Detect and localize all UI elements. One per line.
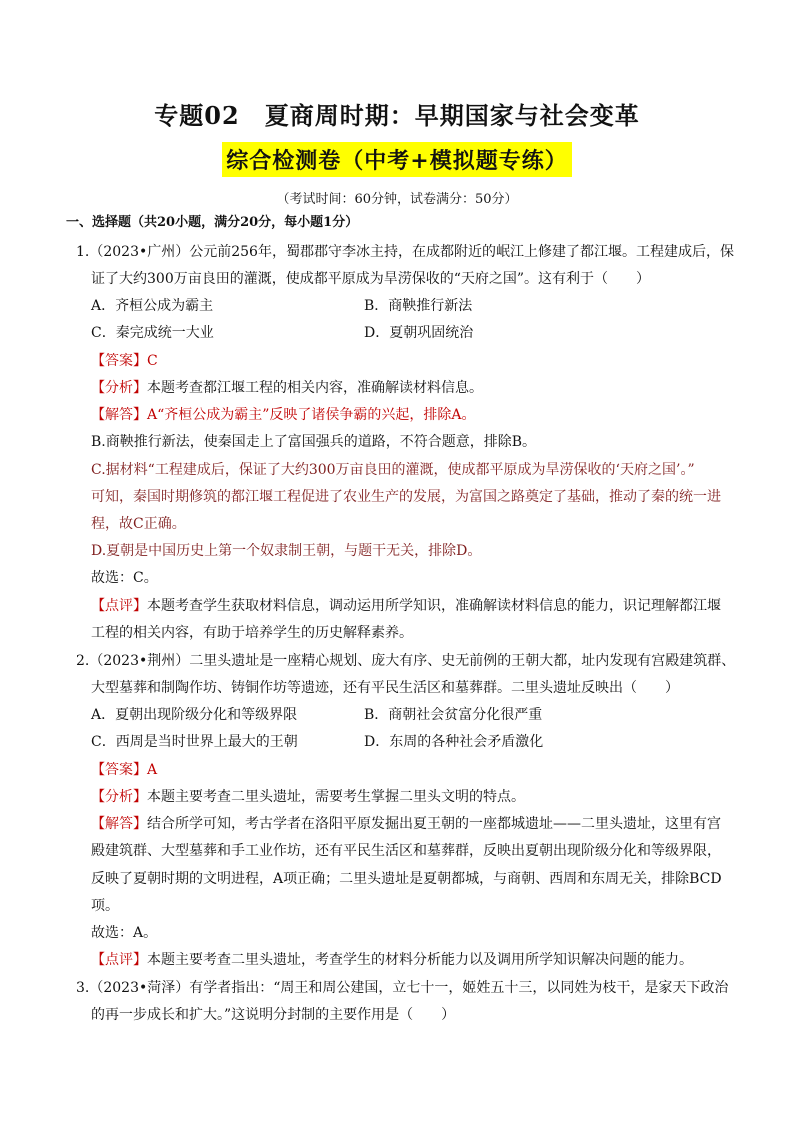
document-subtitle: 综合检测卷（中考+模拟题专练） xyxy=(222,142,571,177)
q2-option-b: B．商朝社会贫富分化很严重 xyxy=(364,707,543,723)
subtitle-wrap xyxy=(0,142,794,177)
analysis-tag: 【分析】 xyxy=(91,380,147,396)
q2-option-c: C．西周是当时世界上最大的王朝 xyxy=(91,734,298,750)
q1-comment-line-1 xyxy=(91,596,721,616)
q2-choose: 故选：A。 xyxy=(91,925,158,941)
q3-stem-line-2: 的再一步成长和扩大。”这说明分封制的主要作用是（ ） xyxy=(91,1007,456,1023)
q2-stem-line-1: 2.（2023•荆州）二里头遗址是一座精心规划、庞大有序、史无前例的王朝大都，址内发现有宫殿建筑群、 xyxy=(76,653,736,669)
answer-tag: 【答案】 xyxy=(91,762,147,778)
q1-option-b: B．商鞅推行新法 xyxy=(364,298,473,314)
exam-info: （考试时间：60分钟，试卷满分：50分） xyxy=(276,192,518,207)
q2-stem-line-2: 大型墓葬和制陶作坊、铸铜作坊等遗迹，还有平民生活区和墓葬群。二里头遗址反映出（ ） xyxy=(91,680,679,696)
comment-tag: 【点评】 xyxy=(91,952,147,968)
section-heading: 一、选择题（共20小题，满分20分，每小题1分） xyxy=(66,215,359,230)
solution-text: 结合所学可知，考古学者在洛阳平原发掘出夏王朝的一座都城遗址——二里头遗址，这里有宫 xyxy=(147,816,721,832)
q1-answer xyxy=(91,351,158,371)
q1-option-c: C．秦完成统一大业 xyxy=(91,325,214,341)
q1-stem-line-1: 1.（2023•广州）公元前256年，蜀郡郡守李冰主持，在成都附近的岷江上修建了都江堰。工程建成后，保 xyxy=(76,244,734,260)
q1-option-d: D．夏朝巩固统治 xyxy=(364,325,474,341)
document-title: 专题02 夏商周时期：早期国家与社会变革 xyxy=(154,101,640,130)
q1-option-a: A．齐桓公成为霸主 xyxy=(91,298,214,314)
solution-tag: 【解答】 xyxy=(91,407,147,423)
q2-solution-line-3: 反映了夏朝时期的文明进程，A项正确；二里头遗址是夏朝都城，与商朝、西周和东周无关，排除BCD xyxy=(91,871,722,887)
analysis-text: 本题考查都江堰工程的相关内容，准确解读材料信息。 xyxy=(147,380,483,396)
q1-stem-line-2: 证了大约300万亩良田的灌溉，使成都平原成为旱涝保收的“天府之国”。这有利于（ ） xyxy=(91,271,651,287)
q2-answer xyxy=(91,760,157,780)
q2-option-d: D．东周的各种社会矛盾激化 xyxy=(364,734,544,750)
solution-text: A“齐桓公成为霸主”反映了诸侯争霸的兴起，排除A。 xyxy=(147,407,476,423)
q1-analysis xyxy=(91,378,483,398)
q2-solution-line-1 xyxy=(91,814,721,834)
q2-comment xyxy=(91,950,693,970)
answer-value: A xyxy=(147,762,158,778)
q3-stem-line-1: 3.（2023•菏泽）有学者指出：“周王和周公建国，立七十一，姬姓五十三，以同姓为枝干，是家天下政治 xyxy=(76,980,729,996)
analysis-text: 本题主要考查二里头遗址，需要考生掌握二里头文明的特点。 xyxy=(147,789,525,805)
q1-solution-line-4: 可知，秦国时期修筑的都江堰工程促进了农业生产的发展，为富国之路奠定了基础，推动了秦的统一进 xyxy=(91,489,721,505)
q1-solution-line-5: 程，故C正确。 xyxy=(91,516,186,532)
q2-solution-line-4: 项。 xyxy=(91,898,119,914)
q1-comment-line-2: 工程的相关内容，有助于培养学生的历史解释素养。 xyxy=(91,625,413,641)
comment-tag: 【点评】 xyxy=(91,598,147,614)
analysis-tag: 【分析】 xyxy=(91,789,147,805)
q2-option-a: A．夏朝出现阶级分化和等级界限 xyxy=(91,707,298,723)
q1-solution-line-6: D.夏朝是中国历史上第一个奴隶制王朝，与题干无关，排除D。 xyxy=(91,543,482,559)
q2-solution-line-2: 殿建筑群、大型墓葬和手工业作坊，还有平民生活区和墓葬群，反映出夏朝出现阶级分化和等级界限， xyxy=(91,843,721,859)
q1-choose: 故选：C。 xyxy=(91,570,158,586)
q1-solution-line-3: C.据材料“工程建成后，保证了大约300万亩良田的灌溉，使成都平原成为旱涝保收的‘天府之国’。” xyxy=(91,462,695,478)
comment-text: 本题主要考查二里头遗址，考查学生的材料分析能力以及调用所学知识解决问题的能力。 xyxy=(147,952,693,968)
comment-text: 本题考查学生获取材料信息，调动运用所学知识，准确解读材料信息的能力，识记理解都江堰 xyxy=(147,598,721,614)
answer-value: C xyxy=(147,353,158,369)
q2-analysis xyxy=(91,787,525,807)
answer-tag: 【答案】 xyxy=(91,353,147,369)
q1-solution-line-2: B.商鞅推行新法，使秦国走上了富国强兵的道路，不符合题意，排除B。 xyxy=(91,434,537,450)
solution-tag: 【解答】 xyxy=(91,816,147,832)
q1-solution-line-1 xyxy=(91,405,476,425)
